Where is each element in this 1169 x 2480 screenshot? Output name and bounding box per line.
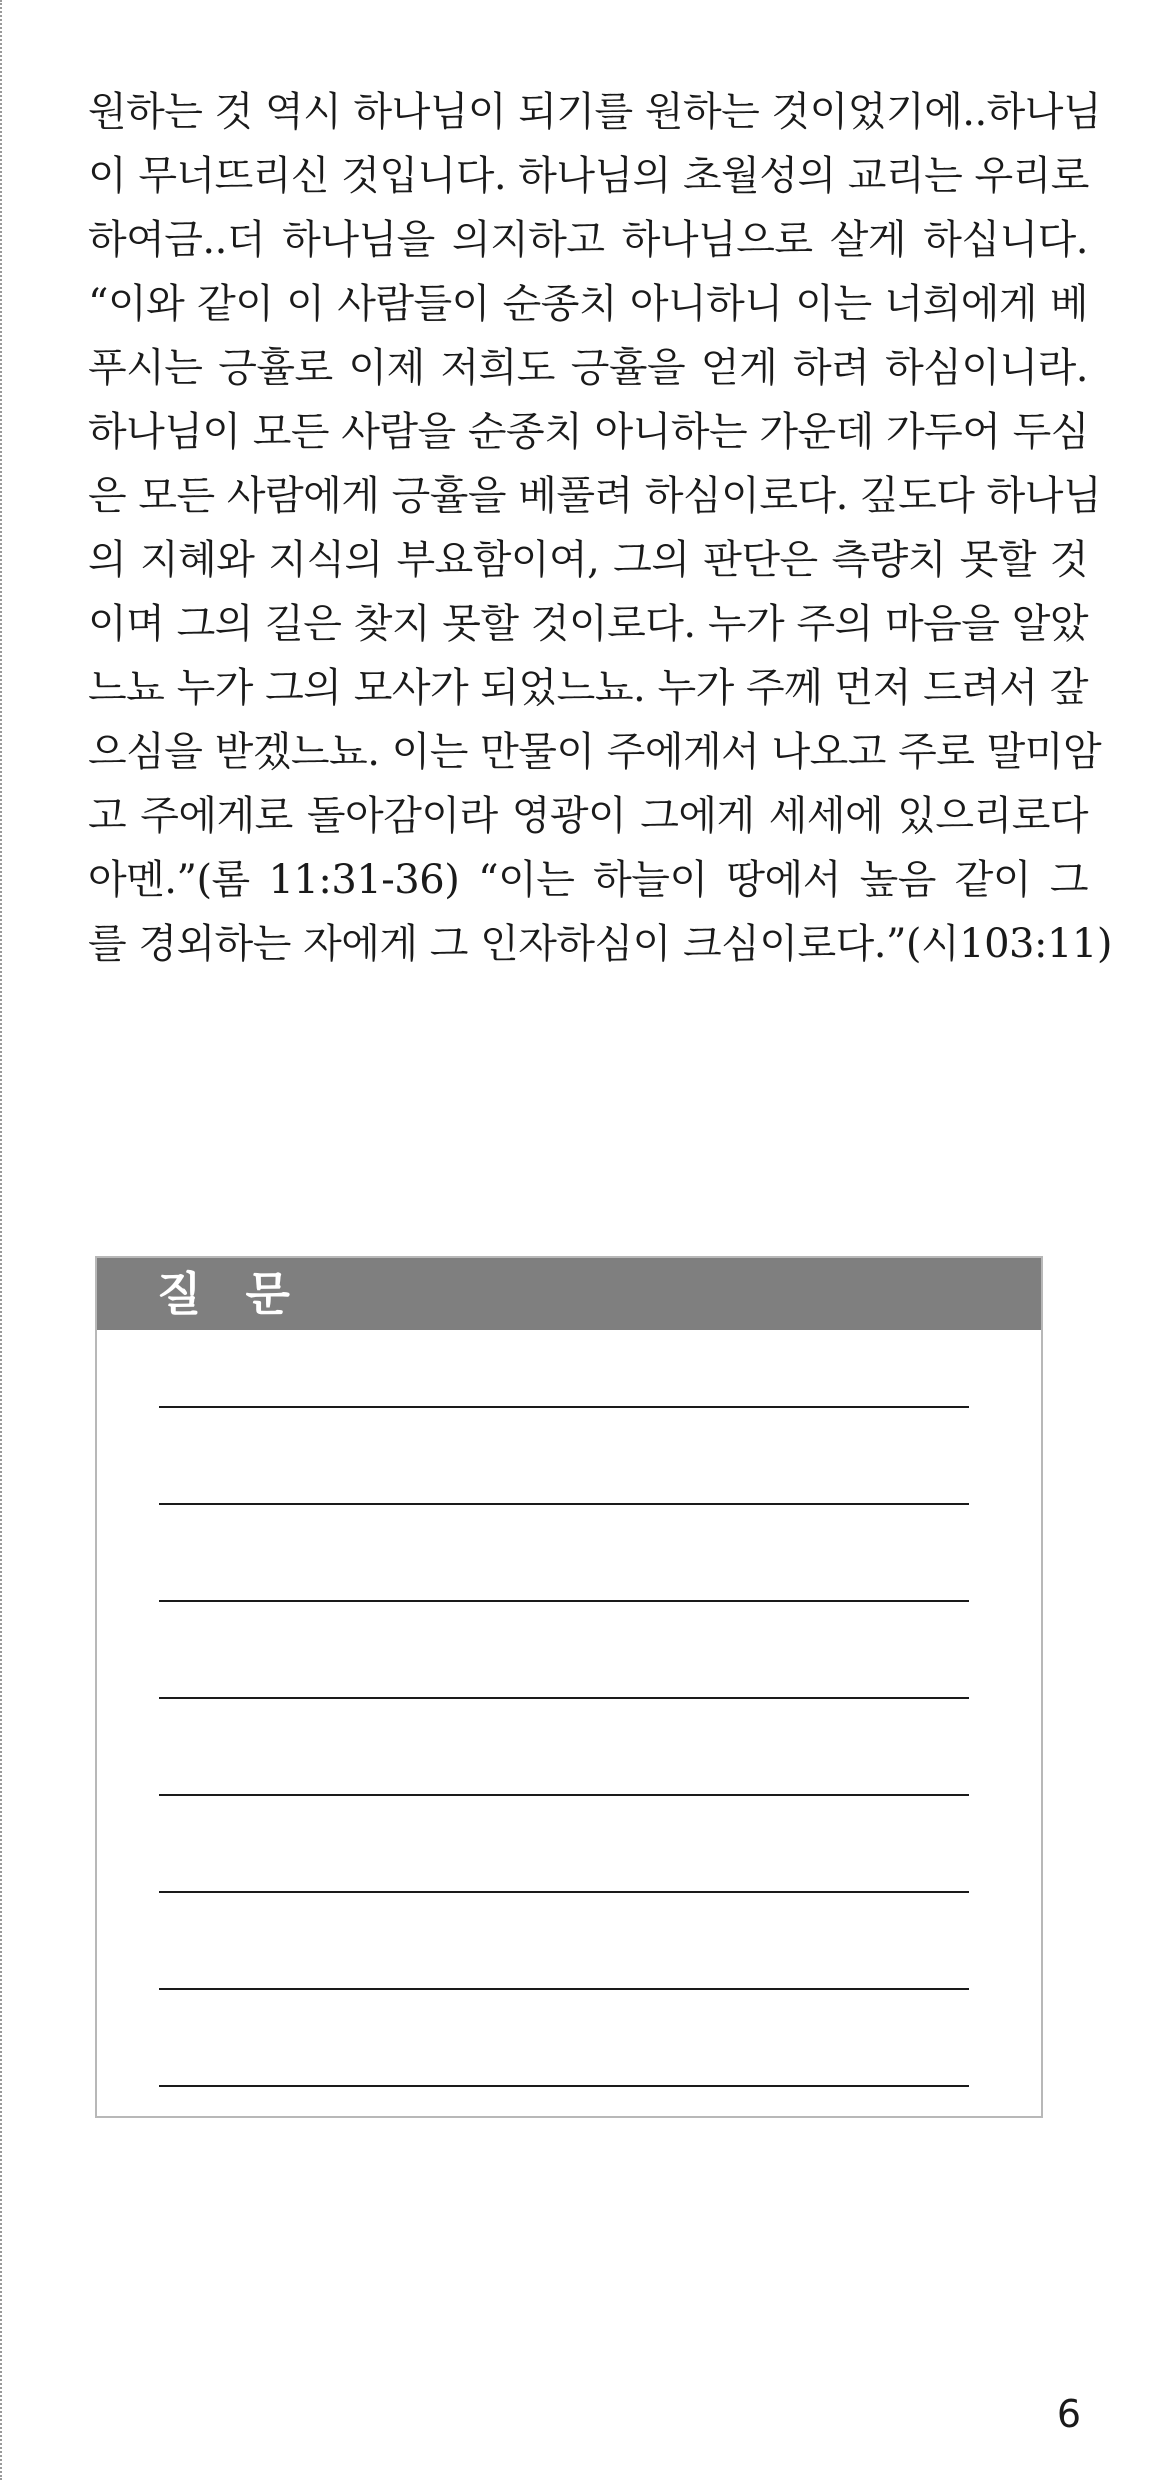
body-text-line: 이 무너뜨리신 것입니다. 하나님의 초월성의 교리는 우리로 — [88, 153, 1089, 199]
body-text-line: 아멘.”(롬 11:31-36) “이는 하늘이 땅에서 높음 같이 그 — [88, 857, 1088, 903]
answer-line[interactable] — [159, 2085, 969, 2087]
answer-line[interactable] — [159, 1600, 969, 1602]
page-edge-dotted-border — [0, 0, 2, 2480]
body-text-line: 를 경외하는 자에게 그 인자하심이 크심이로다.”(시103:11) — [88, 921, 1112, 967]
body-text-line: 푸시는 긍휼로 이제 저희도 긍휼을 얻게 하려 하심이니라. — [88, 345, 1088, 391]
body-text-line: 원하는 것 역시 하나님이 되기를 원하는 것이었기에..하나님 — [88, 89, 1102, 135]
page-number: 6 — [1056, 2392, 1081, 2436]
answer-line[interactable] — [159, 1697, 969, 1699]
body-text-line: 하나님이 모든 사람을 순종치 아니하는 가운데 가두어 두심 — [88, 409, 1089, 455]
body-text-line: “이와 같이 이 사람들이 순종치 아니하니 이는 너희에게 베 — [88, 281, 1088, 327]
question-box-title: 질 문 — [97, 1258, 1041, 1330]
body-text-line: 고 주에게로 돌아감이라 영광이 그에게 세세에 있으리로다 — [88, 793, 1088, 839]
body-text-line: 은 모든 사람에게 긍휼을 베풀려 하심이로다. 깊도다 하나님 — [88, 473, 1102, 519]
body-text — [88, 80, 1112, 976]
body-text-line: 의 지혜와 지식의 부요함이여, 그의 판단은 측량치 못할 것 — [88, 537, 1088, 583]
body-text-line: 느뇨 누가 그의 모사가 되었느뇨. 누가 주께 먼저 드려서 갚 — [88, 665, 1088, 711]
body-text-line: 하여금..더 하나님을 의지하고 하나님으로 살게 하십니다. — [88, 217, 1088, 263]
question-box — [95, 1256, 1043, 2118]
answer-line[interactable] — [159, 1988, 969, 1990]
answer-line[interactable] — [159, 1794, 969, 1796]
body-text-line: 으심을 받겠느뇨. 이는 만물이 주에게서 나오고 주로 말미암 — [88, 729, 1102, 775]
answer-line[interactable] — [159, 1891, 969, 1893]
body-text-line: 이며 그의 길은 찾지 못할 것이로다. 누가 주의 마음을 알았 — [88, 601, 1088, 647]
answer-line[interactable] — [159, 1406, 969, 1408]
answer-line[interactable] — [159, 1503, 969, 1505]
